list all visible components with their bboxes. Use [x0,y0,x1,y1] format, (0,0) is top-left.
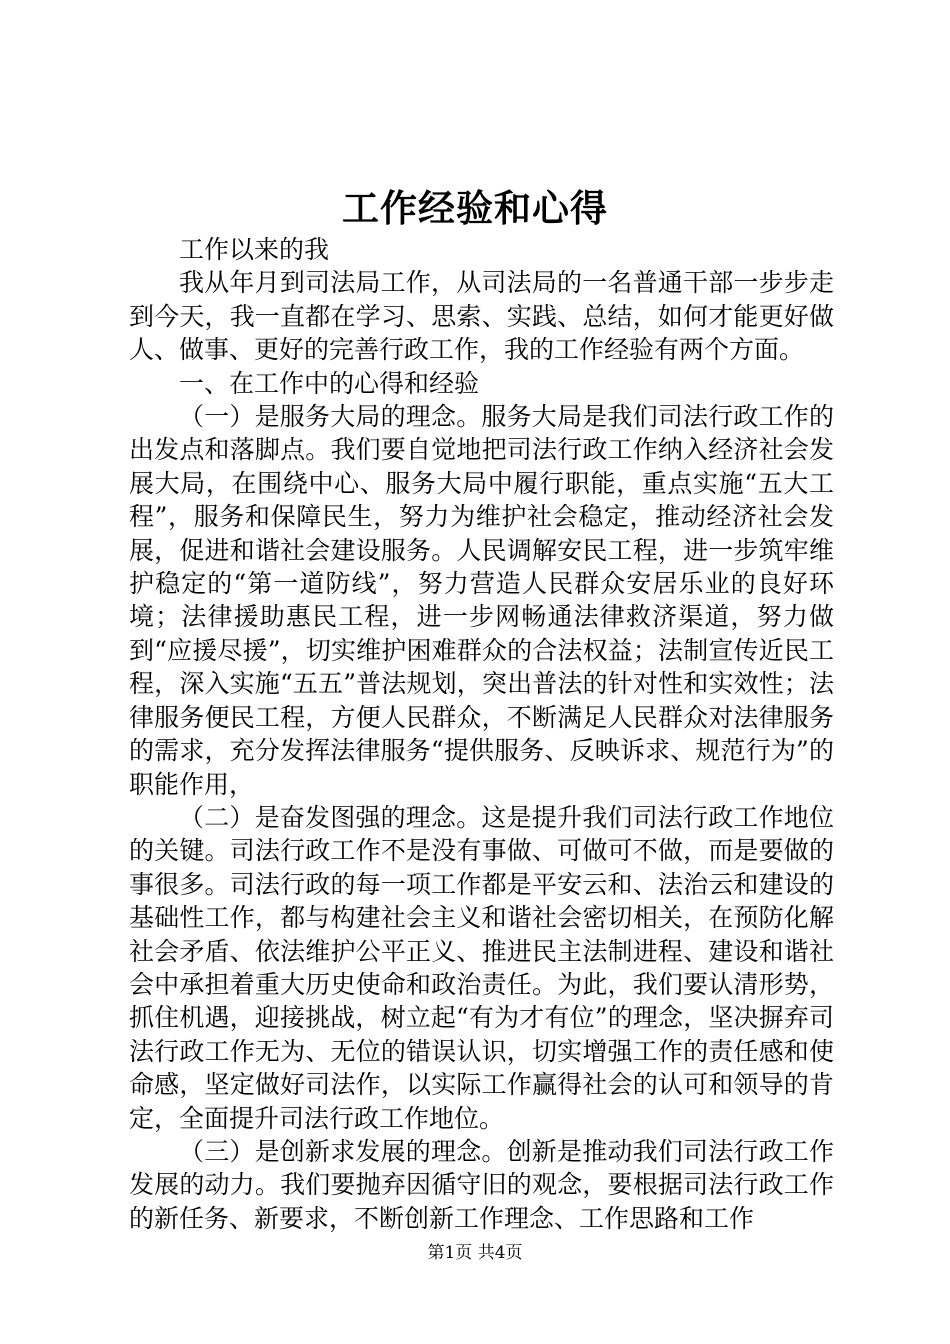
paragraph-intro-heading: 工作以来的我 [179,235,330,264]
document-body [129,233,834,1235]
paragraph-intro: 我从年月到司法局工作，从司法局的一名普通干部一步步走到今天，我一直都在学习、思索、实践、总结，如何才能更好做人、做事、更好的完善行政工作，我的工作经验有两个方面。 [129,268,834,365]
paragraph-point-2: （二）是奋发图强的理念。这是提升我们司法行政工作地位的关键。司法行政工作不是没有事做、可做可不做，而是要做的事很多。司法行政的每一项工作都是平安云和、法治云和建设的基础性工作，都与构建社会主义和谐社会密切相关，在预防化解社会矛盾、依法维护公平正义、推进民主法制进程、建设和谐社会中承担着重大历史使命和政治责任。为此，我们要认清形势，抓住机遇，迎接挑战，树立起“有为才有位”的理念，坚决摒弃司法行政工作无为、无位的错误认识，切实增强工作的责任感和使命感，坚定做好司法作，以实际工作赢得社会的认可和领导的肯定，全面提升司法行政工作地位。 [129,802,834,1133]
page-number-footer: 第1页 共4页 [427,1243,523,1263]
document-title: 工作经验和心得 [342,186,608,230]
paragraph-point-3: （三）是创新求发展的理念。创新是推动我们司法行政工作发展的动力。我们要抛弃因循守旧的观念，要根据司法行政工作的新任务、新要求，不断创新工作理念、工作思路和工作 [129,1136,834,1233]
section-heading-1: 一、在工作中的心得和经验 [179,368,480,398]
paragraph-point-1: （一）是服务大局的理念。服务大局是我们司法行政工作的出发点和落脚点。我们要自觉地把司法行政工作纳入经济社会发展大局，在围绕中心、服务大局中履行职能，重点实施“五大工程”，服务和保障民生，努力为维护社会稳定，推动经济社会发展，促进和谐社会建设服务。人民调解安民工程，进一步筑牢维护稳定的“第一道防线”，努力营造人民群众安居乐业的良好环境；法律援助惠民工程，进一步网畅通法律救济渠道，努力做到“应援尽援”，切实维护困难群众的合法权益；法制宣传近民工程，深入实施“五五”普法规划，突出普法的针对性和实效性；法律服务便民工程，方便人民群众，不断满足人民群众对法律服务的需求，充分发挥法律服务“提供服务、反映诉求、规范行为”的职能作用， [129,402,834,799]
